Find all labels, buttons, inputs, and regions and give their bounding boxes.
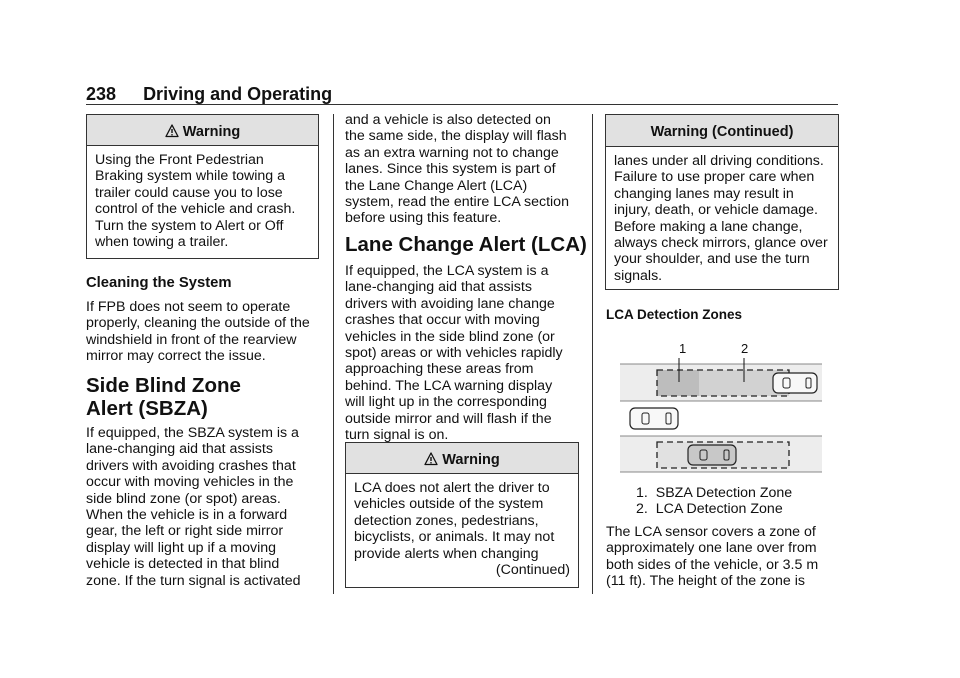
text-line: bicyclists, or animals. It may not [354, 529, 555, 546]
text-line: The LCA sensor covers a zone of [606, 524, 816, 540]
text-line: the Lane Change Alert (LCA) [345, 177, 528, 194]
warning-title: Warning [442, 452, 500, 468]
continued-label: (Continued) [495, 562, 570, 579]
callout-label-2: 2 [741, 341, 749, 356]
heading-line: Side Blind Zone [86, 374, 241, 397]
legend-number: 1. [636, 485, 648, 501]
text-line: If FPB does not seem to operate [86, 299, 291, 315]
warning-title: Warning (Continued) [650, 124, 794, 140]
text-line: trailer could cause you to lose [95, 184, 283, 201]
text-line: (11 ft). The height of the zone is [606, 573, 806, 590]
legend-number: 2. [636, 501, 648, 518]
text-line: windshield in front of the rearview [86, 331, 297, 348]
car-bottom-zone [688, 445, 736, 465]
text-line: vehicles in the side blind zone (or [345, 328, 555, 345]
warning-icon [424, 452, 438, 466]
text-line: zone. If the turn signal is activated [86, 572, 301, 589]
column-divider [333, 114, 334, 594]
text-line: Turn the system to Alert or Off [95, 217, 284, 234]
text-line: detection zones, pedestrians, [354, 512, 539, 529]
text-line: control of the vehicle and crash. [95, 201, 296, 218]
text-line: display will light up if a moving [86, 539, 277, 556]
cleaning-heading: Cleaning the System [86, 275, 232, 291]
text-line: drivers with avoiding lane change [345, 295, 555, 312]
text-line: as an extra warning not to change [345, 144, 559, 161]
warning-title: Warning [182, 124, 241, 140]
text-line: vehicle is detected in that blind [86, 556, 280, 573]
text-line: Braking system while towing a [95, 168, 286, 185]
heading-line: Alert (SBZA) [86, 397, 208, 420]
text-line: outside mirror and will flash if the [345, 410, 552, 427]
host-car [630, 408, 678, 429]
warning-header [87, 115, 318, 146]
header-rule [86, 104, 838, 105]
continued-paragraph [345, 112, 585, 227]
text-line: lane-changing aid that assists [345, 279, 532, 296]
warning-icon [165, 124, 179, 138]
text-line: lane-changing aid that assists [86, 441, 273, 458]
cleaning-paragraph [86, 299, 326, 365]
text-line: Before making a lane change, [614, 218, 803, 235]
text-line: properly, cleaning the outside of the [86, 315, 310, 332]
text-line: always check mirrors, glance over [614, 235, 828, 252]
text-line: If equipped, the SBZA system is a [86, 425, 299, 441]
text-line: your shoulder, and use the turn [614, 251, 810, 268]
text-line: approaching these areas from [345, 361, 534, 378]
text-line: LCA does not alert the driver to [354, 480, 550, 496]
text-line: lanes under all driving conditions. [614, 153, 824, 169]
warning-body [346, 474, 578, 578]
page-number: 238 [86, 84, 117, 104]
text-line: gear, the left or right side mirror [86, 523, 284, 540]
warning-header [606, 115, 838, 147]
legend-text: SBZA Detection Zone [655, 485, 793, 501]
callout-label-1: 1 [679, 341, 687, 356]
lca-paragraph [345, 263, 585, 443]
text-line: system, read the entire LCA section [345, 194, 569, 211]
figure-heading: LCA Detection Zones [606, 307, 743, 322]
text-line: injury, death, or vehicle damage. [614, 202, 818, 219]
text-line: Using the Front Pedestrian [95, 152, 264, 168]
text-line: When the vehicle is in a forward [86, 507, 288, 524]
text-line: mirror may correct the issue. [86, 348, 266, 365]
fpb-warning-box [86, 114, 319, 259]
lca-zones-illustration [620, 338, 822, 476]
lca-warning-continued-box [605, 114, 839, 290]
sbza-zone [657, 370, 699, 396]
text-line: before using this feature. [345, 210, 502, 227]
text-line: Failure to use proper care when [614, 169, 815, 186]
text-line: If equipped, the LCA system is a [345, 263, 549, 279]
text-line: crashes that occur with moving [345, 312, 540, 329]
text-line: side blind zone (or spot) areas. [86, 490, 281, 507]
legend-item [636, 501, 792, 517]
text-line: changing lanes may result in [614, 185, 794, 202]
text-line: approximately one lane over from [606, 540, 817, 557]
column-divider [592, 114, 593, 594]
page-header [86, 84, 332, 105]
text-line: provide alerts when changing [354, 545, 539, 562]
text-line: lanes. Since this system is part of [345, 161, 556, 178]
text-line: and a vehicle is also detected on [345, 112, 551, 128]
lca-warning-box [345, 442, 579, 588]
text-line: spot) areas or with vehicles rapidly [345, 345, 563, 362]
section-title: Driving and Operating [143, 84, 333, 104]
text-line: will light up in the corresponding [345, 394, 547, 411]
legend-item [636, 485, 792, 501]
text-line: behind. The LCA warning display [345, 377, 553, 394]
legend-text: LCA Detection Zone [655, 501, 783, 518]
text-line: occur with moving vehicles in the [86, 474, 294, 491]
warning-body [606, 147, 838, 284]
lca-sensor-paragraph [606, 524, 846, 590]
lca-heading: Lane Change Alert (LCA) [345, 233, 587, 256]
text-line: when towing a trailer. [95, 234, 229, 251]
text-line: turn signal is on. [345, 427, 449, 444]
warning-body [87, 146, 318, 250]
text-line: the same side, the display will flash [345, 128, 567, 145]
sbza-paragraph [86, 425, 326, 589]
warning-header [346, 443, 578, 474]
text-line: drivers with avoiding crashes that [86, 457, 296, 474]
text-line: both sides of the vehicle, or 3.5 m [606, 556, 819, 573]
text-line: signals. [614, 267, 663, 284]
figure-legend [636, 485, 792, 518]
sbza-heading [86, 374, 241, 420]
text-line: vehicles outside of the system [354, 496, 544, 513]
car-top-right [773, 373, 817, 393]
